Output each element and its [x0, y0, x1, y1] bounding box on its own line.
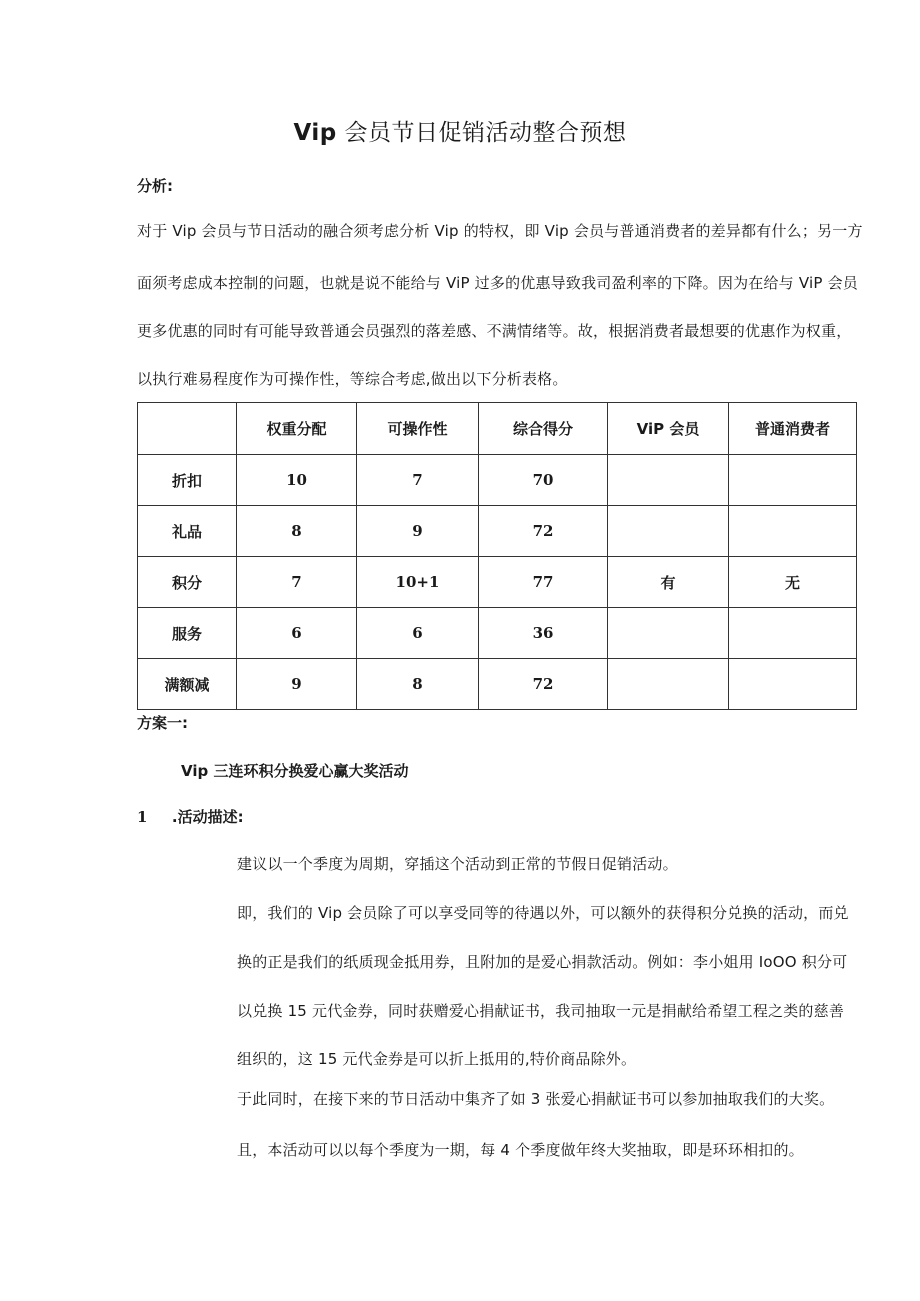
plan-heading: 方案一: [137, 714, 188, 732]
intro-line-2: 面须考虑成本控制的问题，也就是说不能给与 ViP 过多的优惠导致我司盈利率的下降。因为在给与 ViP 会员 [137, 274, 858, 292]
analysis-heading: 分析: [137, 177, 173, 195]
table-cell: 70 [479, 455, 608, 506]
desc-line-3: 换的正是我们的纸质现金抵用券，且附加的是爱心捐款活动。例如：李小姐用 IoOO 积分可 [237, 953, 848, 971]
table-row-label: 折扣 [138, 455, 237, 506]
analysis-table [137, 402, 857, 710]
table-row [138, 608, 857, 659]
table-header-cell: 可操作性 [357, 403, 479, 455]
table-row-label: 满额减 [138, 659, 237, 710]
title-prefix: Vip [293, 120, 337, 146]
table-header-cell: 权重分配 [237, 403, 357, 455]
table-cell [729, 455, 857, 506]
table-cell [608, 506, 729, 557]
table-cell: 10 [237, 455, 357, 506]
table-header-cell: ViP 会员 [608, 403, 729, 455]
intro-line-1: 对于 Vip 会员与节日活动的融合须考虑分析 Vip 的特权，即 Vip 会员与普通消费者的差异都有什么；另一方 [137, 222, 863, 240]
table-header-cell [138, 403, 237, 455]
table-cell: 7 [237, 557, 357, 608]
table-row [138, 506, 857, 557]
table-header-row [138, 403, 857, 455]
table-cell [608, 455, 729, 506]
plan-title: Vip 三连环积分换爱心赢大奖活动 [181, 762, 409, 780]
intro-line-3: 更多优惠的同时有可能导致普通会员强烈的落差感、不满情绪等。故，根据消费者最想要的优惠作为权重， [137, 322, 852, 340]
table-cell: 9 [357, 506, 479, 557]
intro-line-4: 以执行难易程度作为可操作性，等综合考虑,做出以下分析表格。 [137, 370, 568, 388]
table-cell: 10+1 [357, 557, 479, 608]
table-row-label: 服务 [138, 608, 237, 659]
desc-line-6: 于此同时，在接下来的节日活动中集齐了如 3 张爱心捐献证书可以参加抽取我们的大奖。 [237, 1090, 835, 1108]
table-row [138, 455, 857, 506]
table-cell: 8 [357, 659, 479, 710]
table-cell: 有 [608, 557, 729, 608]
table-cell [608, 608, 729, 659]
table-cell: 6 [357, 608, 479, 659]
table-row-label: 礼品 [138, 506, 237, 557]
table-cell: 8 [237, 506, 357, 557]
table-row [138, 659, 857, 710]
table-cell: 36 [479, 608, 608, 659]
desc-line-4: 以兑换 15 元代金券，同时获赠爱心捐献证书，我司抽取一元是捐献给希望工程之类的慈善 [237, 1002, 845, 1020]
table-cell: 6 [237, 608, 357, 659]
desc-line-7: 且，本活动可以以每个季度为一期，每 4 个季度做年终大奖抽取，即是环环相扣的。 [237, 1141, 804, 1159]
desc-line-1: 建议以一个季度为周期，穿插这个活动到正常的节假日促销活动。 [237, 855, 678, 873]
desc-line-5: 组织的，这 15 元代金券是可以折上抵用的,特价商品除外。 [237, 1050, 637, 1068]
table-cell: 77 [479, 557, 608, 608]
table-cell: 无 [729, 557, 857, 608]
title-rest: 会员节日促销活动整合预想 [336, 120, 627, 146]
table-cell [729, 659, 857, 710]
document-title [0, 114, 920, 147]
table-header-cell: 综合得分 [479, 403, 608, 455]
table-header-cell: 普通消费者 [729, 403, 857, 455]
table-row [138, 557, 857, 608]
table-row-label: 积分 [138, 557, 237, 608]
desc-line-2: 即，我们的 Vip 会员除了可以享受同等的待遇以外，可以额外的获得积分兑换的活动，而兑 [237, 904, 849, 922]
table-cell: 7 [357, 455, 479, 506]
section-heading [137, 806, 244, 827]
table-cell: 9 [237, 659, 357, 710]
section-number: 1 [137, 808, 148, 826]
table-cell: 72 [479, 659, 608, 710]
table-cell [608, 659, 729, 710]
table-cell [729, 608, 857, 659]
table-cell [729, 506, 857, 557]
table-cell: 72 [479, 506, 608, 557]
section-label: .活动描述: [171, 808, 244, 826]
